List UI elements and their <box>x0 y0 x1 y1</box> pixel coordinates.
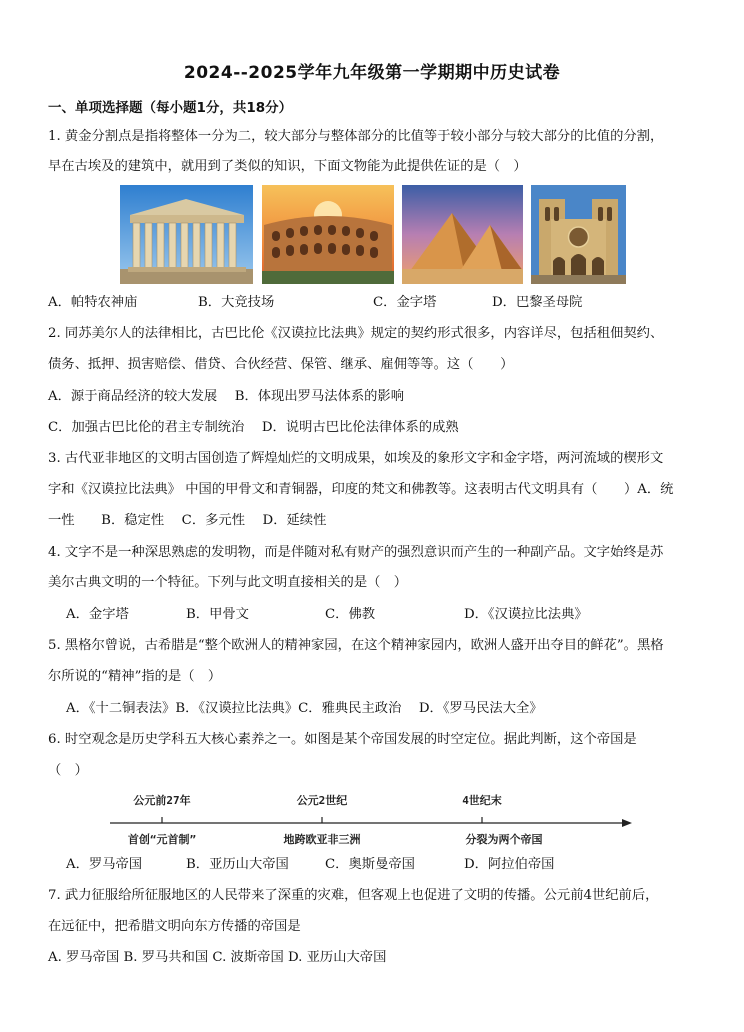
q5-stem-line1: 5. 黑格尔曾说，古希腊是“整个欧洲人的精神家园，在这个精神家园内，欧洲人盛开出夺目的鲜花”。黑格 <box>48 638 664 653</box>
q2-stem-line1: 2. 同苏美尔人的法律相比，古巴比伦《汉谟拉比法典》规定的契约形式很多，内容详尽，包括租佃契约、 <box>48 326 664 341</box>
q1-option-c[interactable]: C．金字塔 <box>373 295 437 310</box>
q2-stem-line2: 债务、抵押、损害赔偿、借贷、合伙经营、保管、继承、雇佣等等。这（ ） <box>48 357 514 372</box>
timeline-diagram <box>100 786 640 856</box>
q4-option-a[interactable]: A．金字塔 <box>66 607 129 622</box>
q1-option-d[interactable]: D．巴黎圣母院 <box>492 295 583 310</box>
q4-stem-line1: 4. 文字不是一种深思熟虑的发明物，而是伴随对私有财产的强烈意识而产生的一种副产品。文字始终是苏 <box>48 545 664 560</box>
q7-stem-line1: 7. 武力征服给所征服地区的人民带来了深重的灾难，但客观上也促进了文明的传播。公元前4世纪前后， <box>48 888 659 903</box>
timeline-top-label-1: 公元前27年 <box>133 794 191 807</box>
timeline-top-label-3: 4世纪末 <box>462 794 502 807</box>
q5-stem-line2: 尔所说的“精神”指的是（ ） <box>48 669 222 684</box>
q4-option-c[interactable]: C．佛教 <box>325 607 376 622</box>
q3-stem-line2: 字和《汉谟拉比法典》 中国的甲骨文和青铜器，印度的梵文和佛教等。这表明古代文明具有（ ）A．统 <box>48 482 674 497</box>
q1-stem-line1: 1. 黄金分割点是指将整体一分为二，较大部分与整体部分的比值等于较小部分与较大部分的比值的分割， <box>48 129 664 144</box>
q4-option-b[interactable]: B．甲骨文 <box>186 607 249 622</box>
colosseum-photo <box>262 185 394 284</box>
q2-options-line2[interactable]: C．加强古巴比伦的君主专制统治 D．说明古巴比伦法律体系的成熟 <box>48 420 459 435</box>
q6-option-a[interactable]: A．罗马帝国 <box>66 857 143 872</box>
pyramids-photo <box>402 185 523 284</box>
q7-options-line[interactable]: A. 罗马帝国 B. 罗马共和国 C. 波斯帝国 D. 亚历山大帝国 <box>48 950 387 965</box>
q6-option-d[interactable]: D．阿拉伯帝国 <box>464 857 555 872</box>
exam-title: 2024--2025学年九年级第一学期期中历史试卷 <box>183 63 561 83</box>
timeline-top-label-2: 公元2世纪 <box>296 794 348 807</box>
q3-options-line[interactable]: 一性 B．稳定性 C．多元性 D．延续性 <box>48 513 327 528</box>
timeline-bottom-label-2: 地跨欧亚非三洲 <box>283 833 361 846</box>
q7-stem-line2: 在远征中，把希腊文明向东方传播的帝国是 <box>48 919 301 934</box>
q2-options-line1[interactable]: A．源于商品经济的较大发展 B．体现出罗马法体系的影响 <box>48 389 405 404</box>
q6-stem-line1: 6. 时空观念是历史学科五大核心素养之一。如图是某个帝国发展的时空定位。据此判断，这个帝国是 <box>48 732 637 747</box>
q1-option-a[interactable]: A．帕特农神庙 <box>48 295 138 310</box>
timeline-arrow-icon <box>622 819 632 827</box>
q6-stem-line2: （ ） <box>48 763 88 778</box>
q6-option-b[interactable]: B．亚历山大帝国 <box>186 857 289 872</box>
section-heading: 一、单项选择题（每小题1分，共18分） <box>48 100 293 116</box>
notre-dame-photo <box>531 185 626 284</box>
timeline-bottom-label-1: 首创“元首制” <box>127 833 197 846</box>
timeline-bottom-label-3: 分裂为两个帝国 <box>465 833 543 846</box>
parthenon-photo <box>120 185 253 284</box>
q1-option-b[interactable]: B．大竞技场 <box>198 295 275 310</box>
q1-stem-line2: 早在古埃及的建筑中，就用到了类似的知识，下面文物能为此提供佐证的是（ ） <box>48 159 527 174</box>
q3-stem-line1: 3. 古代亚非地区的文明古国创造了辉煌灿烂的文明成果，如埃及的象形文字和金字塔，两河流域的楔形文 <box>48 451 664 466</box>
q5-options-line[interactable]: A．《十二铜表法》B．《汉谟拉比法典》C．雅典民主政治 D．《罗马民法大全》 <box>66 701 543 716</box>
q4-option-d[interactable]: D．《汉谟拉比法典》 <box>464 607 588 622</box>
q4-stem-line2: 美尔古典文明的一个特征。下列与此文明直接相关的是（ ） <box>48 575 408 590</box>
q6-option-c[interactable]: C．奥斯曼帝国 <box>325 857 415 872</box>
